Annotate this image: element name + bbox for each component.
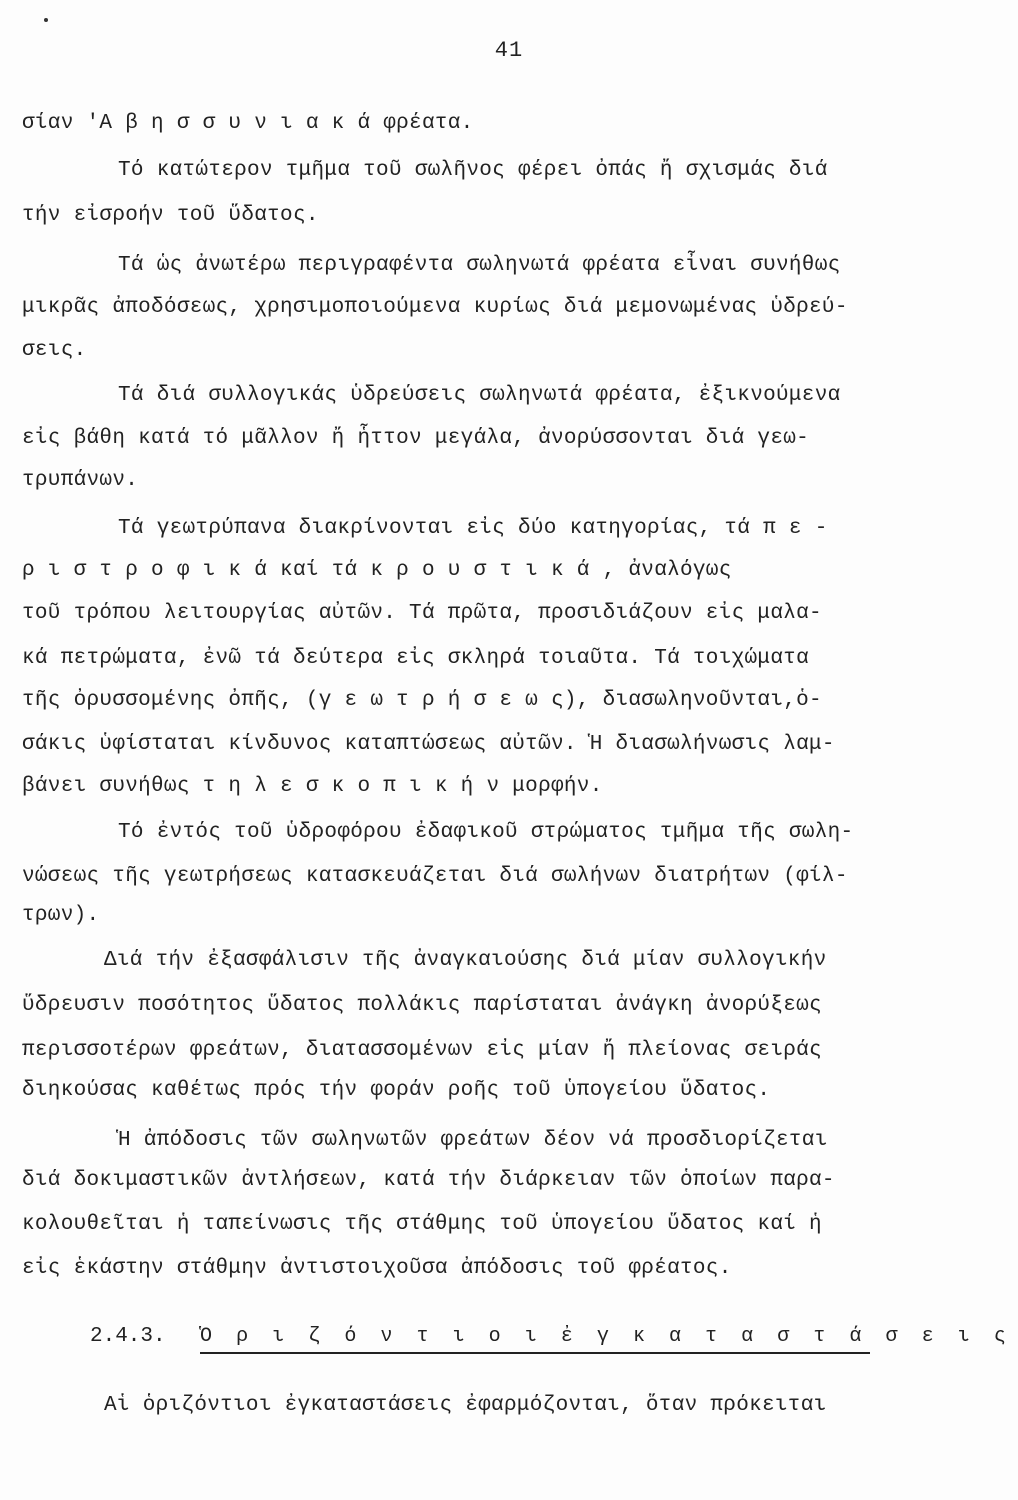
text-line: Αἱ ὁριζόντιοι ἐγκαταστάσεις ἐφαρμόζονται, ὅταν πρόκειται [104, 1394, 827, 1417]
text-line: σεις. [22, 339, 87, 362]
text-line: ρ ι σ τ ρ ο φ ι κ ά καί τά κ ρ ο υ σ τ ι κ ά , ἀναλόγως [22, 559, 732, 582]
text-line: διηκούσας καθέτως πρός τήν φοράν ροῆς τοῦ ὑπογείου ὕδατος. [22, 1079, 771, 1102]
text-line: τήν εἰσροήν τοῦ ὕδατος. [22, 204, 319, 227]
text-line: κολουθεῖται ἡ ταπείνωσις τῆς στάθμης τοῦ ὑπογείου ὕδατος καί ἡ [22, 1213, 822, 1236]
scan-speck [44, 18, 48, 22]
text-line: τοῦ τρόπου λειτουργίας αὐτῶν. Τά πρῶτα, προσιδιάζουν εἰς μαλα- [22, 602, 822, 625]
section-title: Ὁ ρ ι ζ ό ν τ ι ο ι ἐ γ κ α τ α σ τ ά σ ε ι ς [200, 1325, 870, 1354]
page-number: 41 [494, 38, 524, 63]
text-line: Διά τήν ἐξασφάλισιν τῆς ἀναγκαιούσης διά μίαν συλλογικήν [104, 949, 827, 972]
text-line: Ἡ ἀπόδοσις τῶν σωληνωτῶν φρεάτων δέον νά προσδιορίζεται [118, 1129, 828, 1152]
text-line: διά δοκιμαστικῶν ἀντλήσεων, κατά τήν διάρκειαν τῶν ὁποίων παρα- [22, 1169, 835, 1192]
text-line: μικρᾶς ἀποδόσεως, χρησιμοποιούμενα κυρίως διά μεμονωμένας ὑδρεύ- [22, 296, 848, 319]
text-line: περισσοτέρων φρεάτων, διατασσομένων εἰς μίαν ἤ πλείονας σειράς [22, 1039, 822, 1062]
text-line: τῆς ὀρυσσομένης ὀπῆς, (γ ε ω τ ρ ή σ ε ω ς), διασωληνοῦνται,ὁ- [22, 689, 822, 712]
text-line: σίαν 'Α β η σ σ υ ν ι α κ ά φρέατα. [22, 112, 474, 135]
text-line: εἰς ἑκάστην στάθμην ἀντιστοιχοῦσα ἀπόδοσις τοῦ φρέατος. [22, 1257, 732, 1280]
text-line: σάκις ὑφίσταται κίνδυνος καταπτώσεως αὐτῶν. Ἡ διασωλήνωσις λαμ- [22, 733, 835, 756]
text-line: Τό ἐντός τοῦ ὑδροφόρου ἐδαφικοῦ στρώματος τμῆμα τῆς σωλη- [118, 821, 854, 844]
text-line: Τά διά συλλογικάς ὑδρεύσεις σωληνωτά φρέατα, ἐξικνούμενα [118, 384, 841, 407]
text-line: τρυπάνων. [22, 469, 139, 492]
text-line: ὕδρευσιν ποσότητος ὕδατος πολλάκις παρίσταται ἀνάγκη ἀνορύξεως [22, 994, 822, 1017]
text-line: εἰς βάθη κατά τό μᾶλλον ἤ ἧττον μεγάλα, ἀνορύσσονται διά γεω- [22, 427, 810, 450]
text-line: βάνει συνήθως τ η λ ε σ κ ο π ι κ ή ν μορφήν. [22, 775, 603, 798]
text-line: Τά γεωτρύπανα διακρίνονται εἰς δύο κατηγορίας, τά π ε - [118, 517, 828, 540]
section-number: 2.4.3. [90, 1325, 166, 1348]
text-line: Τό κατώτερον τμῆμα τοῦ σωλῆνος φέρει ὀπάς ἤ σχισμάς διά [118, 159, 828, 182]
text-line: νώσεως τῆς γεωτρήσεως κατασκευάζεται διά σωλήνων διατρήτων (φίλ- [22, 865, 848, 888]
text-line: Τά ὡς ἀνωτέρω περιγραφέντα σωληνωτά φρέατα εἶναι συνήθως [118, 254, 841, 277]
text-line: τρων). [22, 904, 100, 927]
text-line: κά πετρώματα, ἐνῶ τά δεύτερα εἰς σκληρά τοιαῦτα. Τά τοιχώματα [22, 647, 810, 670]
